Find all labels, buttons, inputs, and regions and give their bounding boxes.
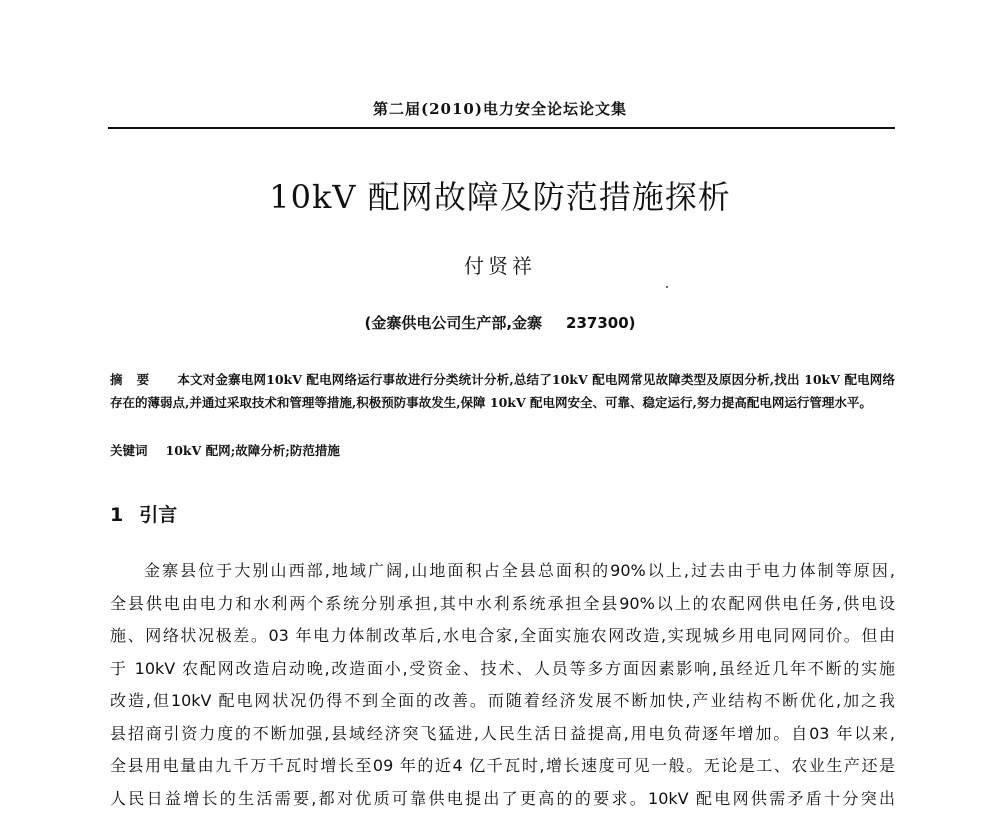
body-line: 全县供电由电力和水利两个系统分别承担,其中水利系统承担全县90%以上的农配网供电任务,供电设 (110, 588, 895, 621)
body-line: 县招商引资力度的不断加强,县域经济突飞猛进,人民生活日益提高,用电负荷逐年增加。自03 年以来, (110, 718, 895, 751)
body-line: 改造,但10kV 配电网状况仍得不到全面的改善。而随着经济发展不断加快,产业结构不断优化,加之我 (110, 685, 895, 718)
scan-speck (666, 286, 668, 288)
affiliation-postcode: 237300) (566, 314, 635, 332)
affiliation-text: (金寨供电公司生产部,金寨 (364, 314, 542, 332)
body-line: 全县用电量由九千万千瓦时增长至09 年的近4 亿千瓦时,增长速度可见一般。无论是工、农业生产还是 (110, 750, 895, 783)
keywords-text: 10kV 配网;故障分析;防范措施 (166, 443, 340, 458)
affiliation (0, 312, 1000, 333)
abstract (110, 368, 895, 414)
section-heading (110, 500, 177, 527)
body-line: 金寨县位于大别山西部,地域广阔,山地面积占全县总面积的90%以上,过去由于电力体制等原因, (110, 555, 895, 588)
body-paragraph (110, 555, 895, 815)
abstract-label: 摘要 (110, 372, 163, 387)
section-title: 引言 (139, 504, 177, 526)
keywords-label: 关键词 (110, 443, 148, 458)
body-line: 施、网络状况极差。03 年电力体制改革后,水电合家,全面实施农网改造,实现城乡用电同网同价。但由 (110, 620, 895, 653)
keywords (110, 441, 895, 459)
author-name: 付贤祥 (0, 250, 1000, 279)
abstract-text: 本文对金寨电网10kV 配电网络运行事故进行分类统计分析,总结了10kV 配电网常见故障类型及原因分析,找出 10kV 配电网络存在的薄弱点,并通过采取技术和管理等措施,积极预防事故发生,保障 10kV 配电网安全、可靠、稳定运行,努力提高配电网运行管理水平。 (110, 372, 895, 410)
running-head: 第二届(2010)电力安全论坛论文集 (0, 98, 1000, 119)
body-line: 于 10kV 农配网改造启动晚,改造面小,受资金、技术、人员等多方面因素影响,虽经近几年不断的实施 (110, 653, 895, 686)
paper-title: 10kV 配网故障及防范措施探析 (0, 172, 1000, 218)
section-number: 1 (110, 504, 123, 526)
body-line: 人民日益增长的生活需要,都对优质可靠供电提出了更高的的要求。10kV 配电网供需矛盾十分突出 (110, 783, 895, 815)
header-rule (108, 127, 895, 129)
